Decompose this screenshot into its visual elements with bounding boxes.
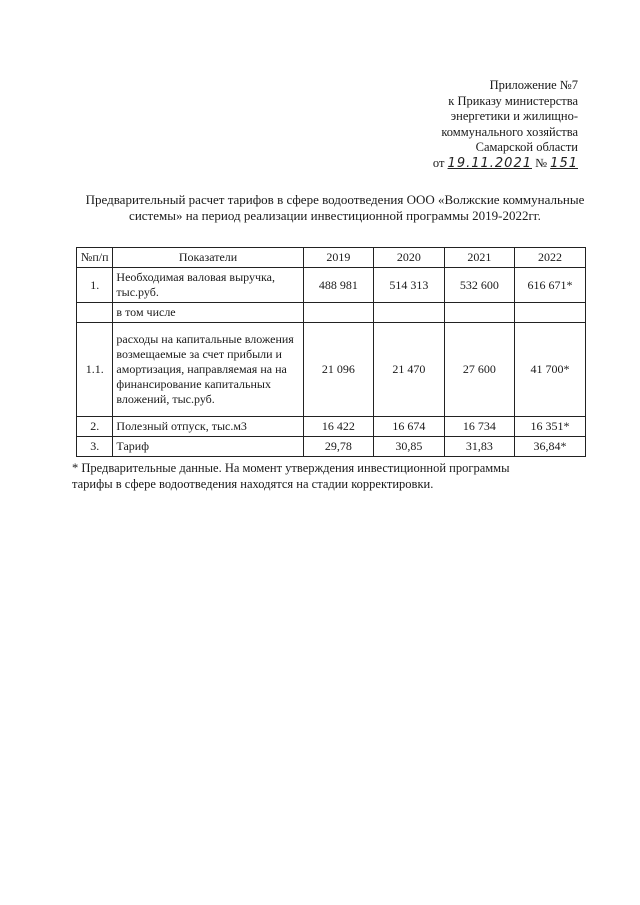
value-2022: 16 351* [515, 417, 586, 437]
value-2021 [444, 303, 514, 323]
header-2021: 2021 [444, 248, 514, 268]
row-indicator: Полезный отпуск, тыс.м3 [113, 417, 303, 437]
appendix-header [378, 78, 578, 172]
appendix-line-1: Приложение №7 [489, 78, 578, 92]
document-title [70, 192, 600, 224]
footnote [72, 460, 552, 492]
row-indicator: Необходимая валовая выручка, тыс.руб. [113, 268, 303, 303]
table-row [77, 303, 586, 323]
appendix-line-5: Самарской области [475, 140, 578, 155]
appendix-line-3: энергетики и жилищно- [450, 109, 578, 124]
handwritten-number: 151 [550, 155, 578, 171]
value-2021: 16 734 [444, 417, 514, 437]
title-line-1: Предварительный расчет тарифов в сфере водоотведения ООО «Волжские коммунальные [85, 192, 585, 207]
value-2019: 16 422 [303, 417, 373, 437]
header-no: №п/п [77, 248, 113, 268]
value-2022: 36,84* [515, 437, 586, 457]
row-no: 3. [77, 437, 113, 457]
value-2019 [303, 303, 373, 323]
value-2020: 16 674 [374, 417, 444, 437]
header-2019: 2019 [303, 248, 373, 268]
appendix-line-2: к Приказу министерства [448, 93, 578, 108]
row-indicator: расходы на капитальные вложения возмещаемые за счет прибыли и амортизация, направляемая на на финансирование капитальных вложений, тыс.руб. [113, 323, 303, 417]
header-2022: 2022 [515, 248, 586, 268]
title-line-2: системы» на период реализации инвестиционной программы 2019-2022гг. [129, 208, 541, 223]
header-2020: 2020 [374, 248, 444, 268]
table-row [77, 268, 586, 303]
number-prefix: № [535, 155, 548, 170]
value-2022 [515, 303, 586, 323]
value-2021: 532 600 [444, 268, 514, 303]
tariff-table [76, 247, 586, 457]
value-2019: 21 096 [303, 323, 373, 417]
row-indicator: в том числе [113, 303, 303, 323]
value-2020: 21 470 [374, 323, 444, 417]
row-indicator: Тариф [113, 437, 303, 457]
date-prefix: от [432, 155, 445, 170]
date-number-line [378, 156, 578, 172]
value-2019: 488 981 [303, 268, 373, 303]
row-no: 2. [77, 417, 113, 437]
value-2021: 31,83 [444, 437, 514, 457]
value-2020 [374, 303, 444, 323]
table-row [77, 323, 586, 417]
table-row [77, 417, 586, 437]
table-header-row [77, 248, 586, 268]
appendix-line-4: коммунального хозяйства [441, 124, 578, 139]
table-row [77, 437, 586, 457]
header-indicator: Показатели [113, 248, 303, 268]
handwritten-date: 19.11.2021 [447, 155, 532, 171]
row-no [77, 303, 113, 323]
value-2022: 41 700* [515, 323, 586, 417]
value-2021: 27 600 [444, 323, 514, 417]
footnote-line-2: тарифы в сфере водоотведения находятся на стадии корректировки. [72, 477, 434, 491]
value-2019: 29,78 [303, 437, 373, 457]
value-2020: 30,85 [374, 437, 444, 457]
footnote-line-1: * Предварительные данные. На момент утверждения инвестиционной программы [72, 461, 510, 475]
value-2020: 514 313 [374, 268, 444, 303]
row-no: 1.1. [77, 323, 113, 417]
row-no: 1. [77, 268, 113, 303]
value-2022: 616 671* [515, 268, 586, 303]
